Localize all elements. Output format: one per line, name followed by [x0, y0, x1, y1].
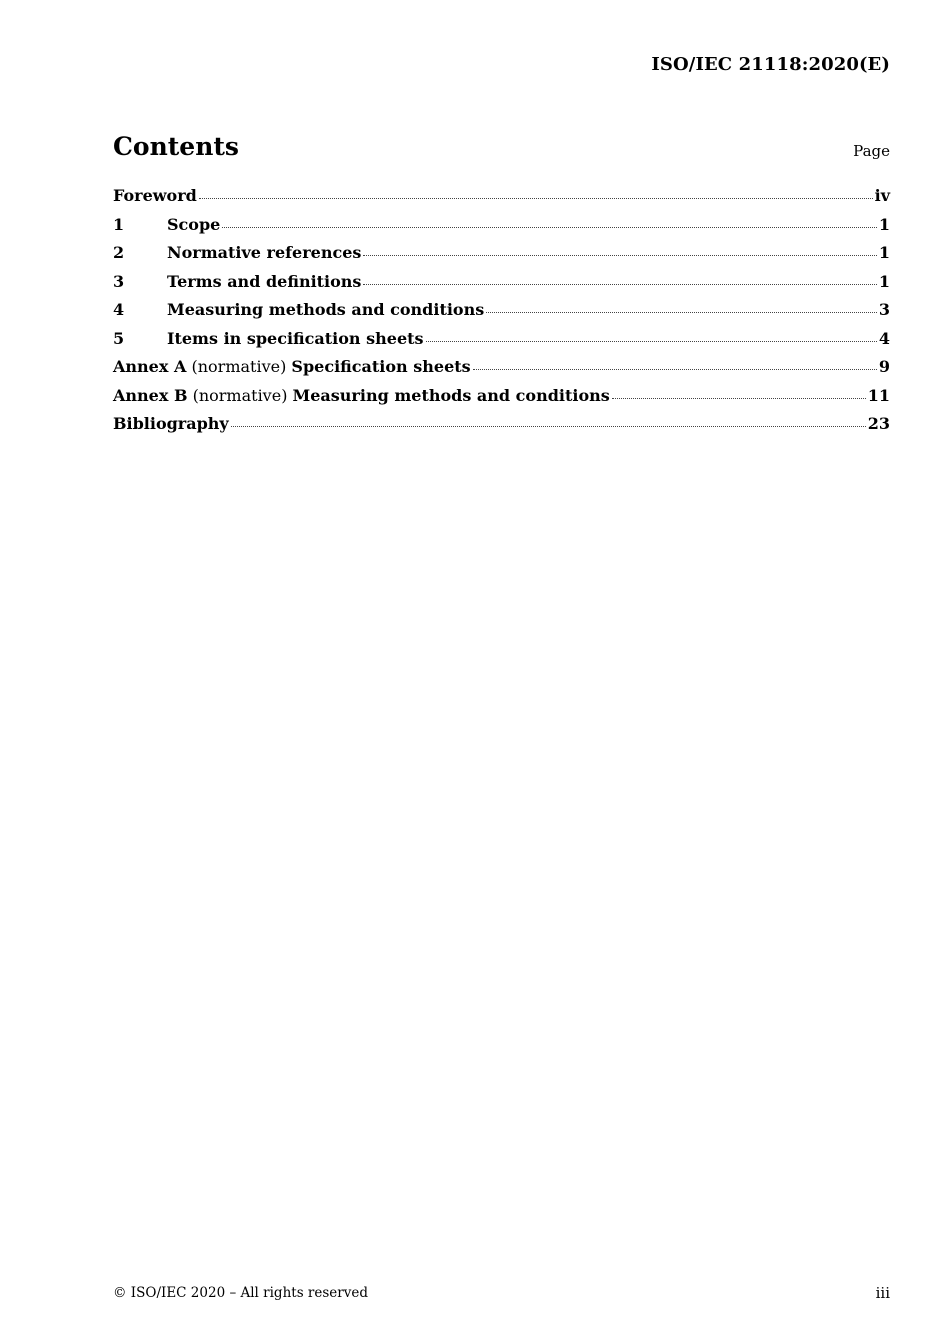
table-of-contents [113, 184, 890, 441]
toc-entry-foreword[interactable] [113, 184, 890, 213]
toc-entry-number: 4 [113, 300, 125, 319]
toc-entry-scope[interactable] [113, 213, 890, 242]
page-column-label: Page [853, 142, 890, 160]
toc-entry-page: 3 [878, 300, 890, 319]
dot-leader [363, 254, 876, 256]
dot-leader [612, 397, 866, 399]
toc-entry-label: Annex A (normative) Specification sheets [113, 357, 471, 376]
dot-leader [486, 311, 877, 313]
toc-entry-label: Items in specification sheets [167, 328, 424, 348]
toc-entry-page: 1 [878, 243, 890, 262]
toc-entry-label: Measuring methods and conditions [167, 300, 485, 319]
dot-leader [363, 283, 876, 285]
toc-entry-page: 4 [878, 328, 890, 348]
toc-entry-normative-references[interactable] [113, 241, 890, 270]
toc-entry-label: Terms and definitions [167, 271, 362, 291]
dot-leader [473, 368, 877, 370]
toc-entry-label: Normative references [167, 243, 362, 262]
footer-copyright: © ISO/IEC 2020 – All rights reserved [113, 1285, 368, 1301]
toc-entry-annex-a[interactable] [113, 355, 890, 384]
document-id: ISO/IEC 21118:2020(E) [651, 54, 890, 75]
toc-entry-number: 3 [113, 271, 125, 291]
toc-entry-label: Foreword [113, 186, 197, 205]
toc-entry-page: iv [874, 186, 890, 205]
toc-entry-page: 23 [867, 414, 890, 433]
toc-entry-page: 9 [878, 357, 890, 376]
toc-entry-label: Scope [167, 214, 221, 234]
toc-entry-label: Bibliography [113, 414, 229, 433]
toc-entry-items-in-specification-sheets[interactable] [113, 327, 890, 356]
toc-entry-label: Annex B (normative) Measuring methods and conditions [113, 385, 610, 405]
dot-leader [199, 197, 873, 199]
toc-entry-number: 2 [113, 243, 125, 262]
toc-entry-page: 11 [867, 385, 890, 405]
toc-entry-annex-b[interactable] [113, 384, 890, 413]
toc-entry-number: 1 [113, 214, 125, 234]
toc-entry-measuring-methods[interactable] [113, 298, 890, 327]
dot-leader [222, 226, 877, 228]
toc-entry-page: 1 [878, 271, 890, 291]
contents-title: Contents [113, 132, 240, 161]
dot-leader [426, 340, 877, 342]
footer-page-number: iii [875, 1284, 890, 1302]
toc-entry-terms-and-definitions[interactable] [113, 270, 890, 299]
toc-entry-number: 5 [113, 328, 125, 348]
toc-entry-bibliography[interactable] [113, 412, 890, 441]
dot-leader [231, 425, 866, 427]
toc-entry-page: 1 [878, 214, 890, 234]
